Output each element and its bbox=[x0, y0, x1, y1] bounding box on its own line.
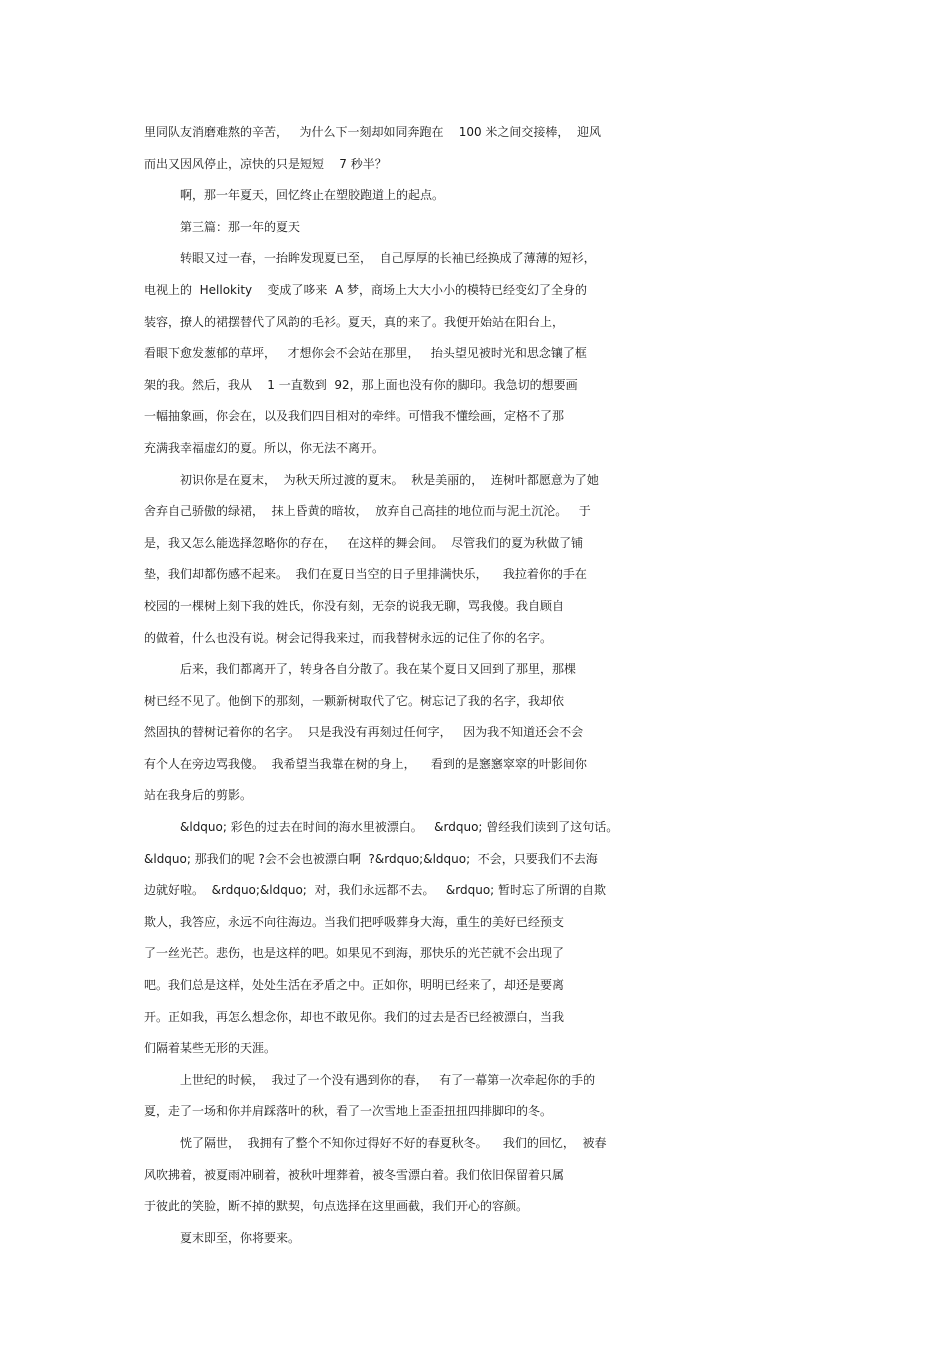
text-line: 恍了隔世， 我拥有了整个不知你过得好不好的春夏秋冬。 我们的回忆， 被春 bbox=[180, 1136, 607, 1150]
text-line: &ldquo; 那我们的呢 ?会不会也被漂白啊 ?&rdquo;&ldquo; 不会，只要我们不去海 bbox=[144, 851, 598, 866]
text-line: 转眼又过一春，一抬眸发现夏已至， 自己厚厚的长袖已经换成了薄薄的短衫， bbox=[180, 251, 596, 266]
text-line: 后来，我们都离开了，转身各自分散了。我在某个夏日又回到了那里，那棵 bbox=[180, 662, 577, 677]
text-line: 了一丝光芒。悲伤，也是这样的吧。如果见不到海，那快乐的光芒就不会出现了 bbox=[144, 946, 565, 961]
text-line: 上世纪的时候， 我过了一个没有遇到你的春， 有了一幕第一次牵起你的手的 bbox=[180, 1072, 596, 1087]
text-line: 然固执的替树记着你的名字。 只是我没有再刻过任何字， 因为我不知道还会不会 bbox=[144, 725, 584, 740]
text-line: 们隔着某些无形的天涯。 bbox=[144, 1041, 277, 1056]
text-line: 边就好啦。 &rdquo;&ldquo; 对，我们永远都不去。 &rdquo; 暂时忘了所谓的自欺 bbox=[144, 883, 607, 898]
text-line: 里同队友消磨难熬的辛苦， 为什么下一刻却如同奔跑在 100 米之间交接棒， 迎风 bbox=[144, 125, 602, 139]
text-line: 看眼下愈发葱郁的草坪， 才想你会不会站在那里， 抬头望见被时光和思念镶了框 bbox=[144, 346, 587, 361]
text-line: 垫，我们却都伤感不起来。 我们在夏日当空的日子里排满快乐， 我拉着你的手在 bbox=[144, 567, 587, 582]
text-line: 于彼此的笑脸，断不掉的默契，句点选择在这里画截，我们开心的容颜。 bbox=[144, 1199, 529, 1214]
document-body bbox=[144, 117, 824, 1254]
text-line: 一幅抽象画，你会在，以及我们四目相对的牵绊。可惜我不懂绘画，定格不了那 bbox=[144, 409, 565, 424]
text-line: 吧。我们总是这样，处处生活在矛盾之中。正如你，明明已经来了，却还是要离 bbox=[144, 978, 565, 993]
text-line: 站在我身后的剪影。 bbox=[144, 788, 253, 803]
text-line: 欺人，我答应，永远不向往海边。当我们把呼吸葬身大海，重生的美好已经预支 bbox=[144, 914, 565, 929]
text-line: 第三篇：那一年的夏天 bbox=[180, 219, 301, 234]
text-line: 架的我。然后，我从 1 一直数到 92，那上面也没有你的脚印。我急切的想要画 bbox=[144, 377, 578, 392]
text-line: 风吹拂着，被夏雨冲刷着，被秋叶埋葬着，被冬雪漂白着。我们依旧保留着只属 bbox=[144, 1167, 565, 1182]
text-line: 校园的一棵树上刻下我的姓氏，你没有刻，无奈的说我无聊，骂我傻。我自顾自 bbox=[144, 598, 565, 613]
text-line: 装容，撩人的裙摆替代了风韵的毛衫。夏天，真的来了。我便开始站在阳台上， bbox=[144, 314, 565, 329]
text-line: 开。正如我，再怎么想念你，却也不敢见你。我们的过去是否已经被漂白，当我 bbox=[144, 1009, 565, 1024]
text-line: 的做着，什么也没有说。树会记得我来过，而我替树永远的记住了你的名字。 bbox=[144, 630, 553, 645]
text-line: 是，我又怎么能选择忽略你的存在， 在这样的舞会间。 尽管我们的夏为秋做了铺 bbox=[144, 535, 584, 550]
text-line: 夏，走了一场和你并肩踩落叶的秋，看了一次雪地上歪歪扭扭四排脚印的冬。 bbox=[144, 1104, 553, 1119]
text-line: 树已经不见了。他倒下的那刻，一颗新树取代了它。树忘记了我的名字，我却依 bbox=[144, 693, 565, 708]
text-line: 有个人在旁边骂我傻。 我希望当我靠在树的身上， 看到的是窸窸窣窣的叶影间你 bbox=[144, 756, 587, 771]
text-line: 初识你是在夏末， 为秋天所过渡的夏末。 秋是美丽的， 连树叶都愿意为了她 bbox=[180, 472, 599, 487]
text-line: 充满我幸福虚幻的夏。所以，你无法不离开。 bbox=[144, 440, 385, 455]
text-line: &ldquo; 彩色的过去在时间的海水里被漂白。 &rdquo; 曾经我们读到了这句话。 bbox=[180, 820, 619, 835]
text-line: 夏末即至，你将要来。 bbox=[180, 1230, 301, 1245]
text-line: 啊，那一年夏天，回忆终止在塑胶跑道上的起点。 bbox=[180, 188, 445, 203]
text-line: 舍弃自己骄傲的绿裙， 抹上昏黄的暗妆， 放弃自己高挂的地位而与泥土沉沦。 于 bbox=[144, 504, 591, 519]
text-line: 电视上的 Hellokity 变成了哆来 A 梦，商场上大大小小的模特已经变幻了全身的 bbox=[144, 282, 588, 297]
text-line: 而出又因风停止，凉快的只是短短 7 秒半？ bbox=[144, 156, 387, 171]
